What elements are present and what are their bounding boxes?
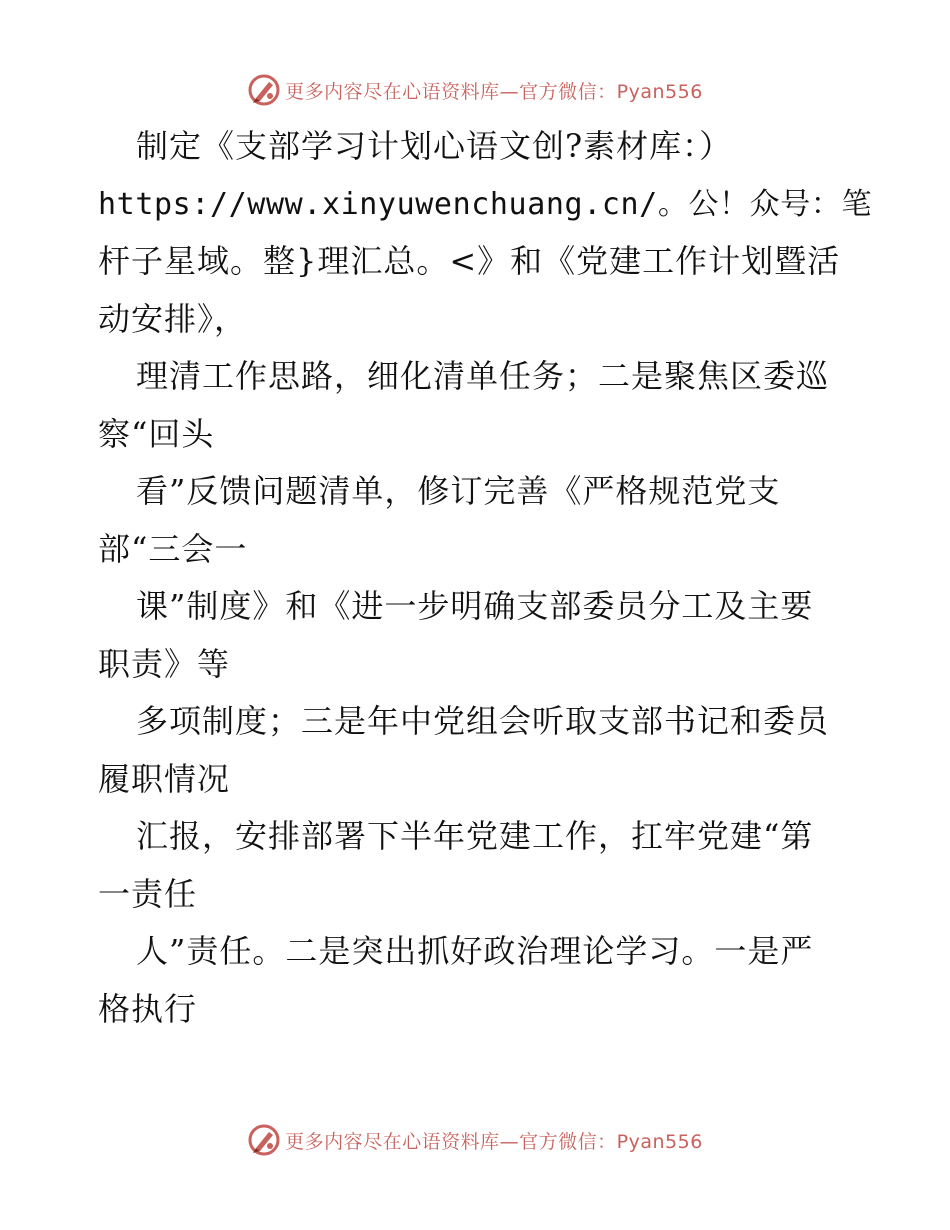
text-line-11: 多项制度；三是年中党组会听取支部书记和委员	[136, 702, 830, 740]
text-line-1: 制定《支部学习计划心语文创?素材库：）	[136, 127, 733, 165]
pen-seal-logo-icon	[247, 73, 281, 107]
text-line-10: 职责》等	[98, 644, 231, 683]
text-line-2: https://www.xinyuwenchuang.cn/。公！众号：笔	[98, 186, 873, 222]
document-body	[98, 118, 873, 1038]
text-line-16: 格执行	[98, 989, 198, 1028]
footer-banner-text: 更多内容尽在心语资料库—官方微信：Pyan556	[285, 1130, 703, 1153]
text-line-4: 动安排》，	[98, 299, 248, 338]
header-banner-text: 更多内容尽在心语资料库—官方微信：Pyan556	[285, 80, 703, 103]
text-line-3: 杆子星域。整}理汇总。<》和《党建工作计划暨活	[98, 242, 841, 280]
text-line-13: 汇报，安排部署下半年党建工作，扛牢党建“第	[136, 817, 814, 855]
text-line-9: 课”制度》和《进一步明确支部委员分工及主要	[136, 587, 814, 625]
text-line-15: 人”责任。二是突出抓好政治理论学习。一是严	[136, 932, 814, 970]
footer-banner	[0, 1120, 950, 1160]
text-line-8: 部“三会一	[98, 529, 248, 568]
text-line-14: 一责任	[98, 874, 198, 913]
text-line-6: 察“回头	[98, 414, 215, 453]
header-banner	[0, 70, 950, 110]
text-line-12: 履职情况	[98, 759, 231, 798]
text-line-7: 看”反馈问题清单，修订完善《严格规范党支	[136, 472, 781, 510]
text-line-5: 理清工作思路，细化清单任务；二是聚焦区委巡	[136, 357, 830, 395]
pen-seal-logo-icon	[247, 1123, 281, 1157]
